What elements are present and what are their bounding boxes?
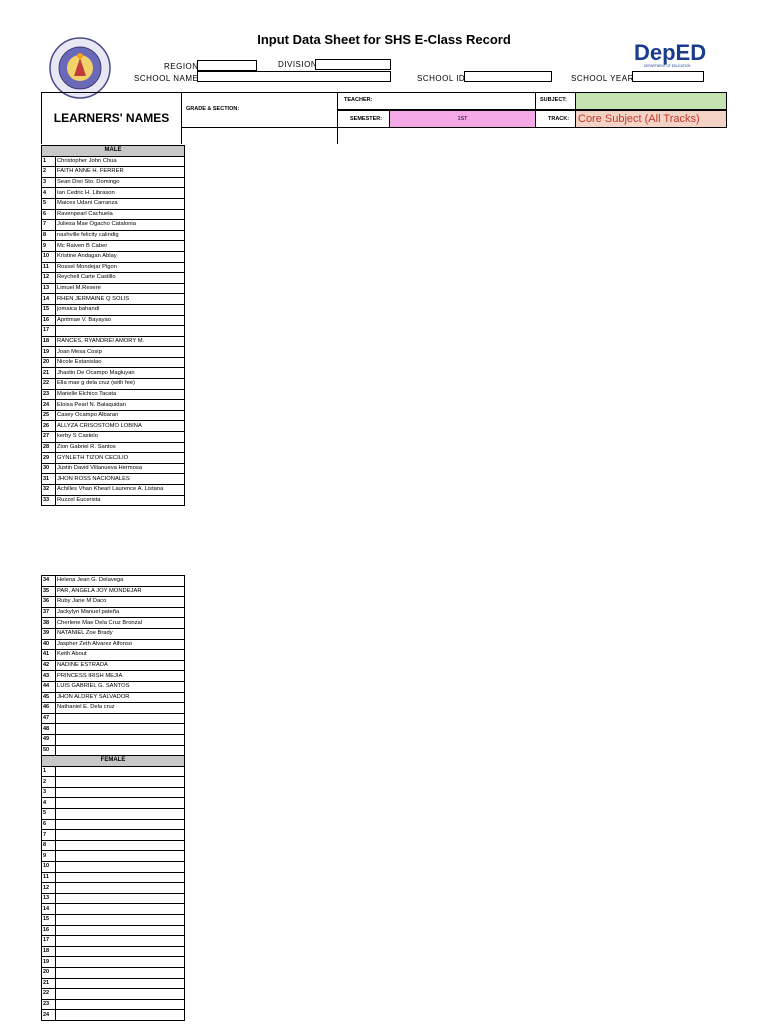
table-row xyxy=(42,389,185,400)
learner-name-cell[interactable] xyxy=(56,734,185,745)
table-row xyxy=(42,851,185,862)
table-row xyxy=(42,368,185,379)
table-row xyxy=(42,650,185,661)
learner-name-cell[interactable]: NATANIEL Zoe Brady xyxy=(56,628,185,639)
row-number: 42 xyxy=(42,660,56,671)
table-row xyxy=(42,946,185,957)
row-number: 24 xyxy=(42,400,56,411)
table-row xyxy=(42,357,185,368)
table-row xyxy=(42,315,185,326)
table-row xyxy=(42,893,185,904)
table-row xyxy=(42,830,185,841)
subject-label: SUBJECT: xyxy=(536,92,576,110)
learner-name-cell[interactable]: Jaspher Zeth Alvarez Alfonso xyxy=(56,639,185,650)
table-row xyxy=(42,453,185,464)
table-row xyxy=(42,586,185,597)
learner-name-cell[interactable]: GYNLETH TIZON CECILIO xyxy=(56,453,185,464)
table-row xyxy=(42,628,185,639)
table-row xyxy=(42,862,185,873)
learner-name-cell[interactable] xyxy=(56,883,185,894)
row-number: 22 xyxy=(42,989,56,1000)
table-row xyxy=(42,660,185,671)
table-row xyxy=(42,220,185,231)
semester-label: SEMESTER: xyxy=(338,110,390,128)
row-number: 16 xyxy=(42,925,56,936)
table-row xyxy=(42,474,185,485)
learner-name-cell[interactable] xyxy=(56,745,185,756)
school-name-label: SCHOOL NAME xyxy=(134,74,199,83)
learner-name-cell[interactable]: Eloisa Pearl N. Balaquidan xyxy=(56,400,185,411)
row-number: 20 xyxy=(42,967,56,978)
learner-name-cell[interactable] xyxy=(56,787,185,798)
table-row xyxy=(42,262,185,273)
table-row xyxy=(42,671,185,682)
row-number: 15 xyxy=(42,304,56,315)
table-row xyxy=(42,347,185,358)
table-row xyxy=(42,809,185,820)
table-row xyxy=(42,251,185,262)
row-number: 18 xyxy=(42,946,56,957)
row-number: 30 xyxy=(42,463,56,474)
learner-name-cell[interactable] xyxy=(56,851,185,862)
learner-name-cell[interactable]: Joan Mesa Cosip xyxy=(56,347,185,358)
table-row xyxy=(42,336,185,347)
row-number: 9 xyxy=(42,241,56,252)
table-row xyxy=(42,607,185,618)
table-row xyxy=(42,904,185,915)
learner-name-cell[interactable]: RANCES, RYANDREI AMORY M. xyxy=(56,336,185,347)
row-number: 14 xyxy=(42,904,56,915)
row-number: 2 xyxy=(42,167,56,178)
row-number: 6 xyxy=(42,209,56,220)
semester-value[interactable]: 1ST xyxy=(390,110,536,128)
table-row xyxy=(42,787,185,798)
row-number: 5 xyxy=(42,809,56,820)
row-number: 37 xyxy=(42,607,56,618)
learner-name-cell[interactable] xyxy=(56,999,185,1010)
row-number: 33 xyxy=(42,495,56,506)
track-value[interactable]: Core Subject (All Tracks) xyxy=(576,110,727,128)
learner-name-cell[interactable]: ALLYZA CRISOSTOMO LOBINA xyxy=(56,421,185,432)
row-number: 8 xyxy=(42,840,56,851)
table-row xyxy=(42,167,185,178)
track-label: TRACK: xyxy=(536,110,576,128)
school-id-label: SCHOOL ID xyxy=(417,74,466,83)
row-number: 14 xyxy=(42,294,56,305)
teacher-cell[interactable] xyxy=(338,92,536,110)
learner-name-cell[interactable]: RHEN JERMAINE Q SOLIS xyxy=(56,294,185,305)
table-row xyxy=(42,177,185,188)
table-row xyxy=(42,872,185,883)
table-row xyxy=(42,597,185,608)
learner-name-cell[interactable] xyxy=(56,766,185,777)
learner-name-cell[interactable]: jomaica bahandi xyxy=(56,304,185,315)
table-row xyxy=(42,766,185,777)
row-number: 9 xyxy=(42,851,56,862)
learner-name-cell[interactable]: Ruzzel Eucerista xyxy=(56,495,185,506)
row-number: 39 xyxy=(42,628,56,639)
learner-name-cell[interactable] xyxy=(56,989,185,1000)
deped-logo xyxy=(634,40,726,68)
learner-name-cell[interactable]: Limuel M.Resere xyxy=(56,283,185,294)
learner-name-cell[interactable] xyxy=(56,967,185,978)
row-number: 1 xyxy=(42,766,56,777)
row-number: 20 xyxy=(42,357,56,368)
table-row xyxy=(42,241,185,252)
learner-name-cell[interactable]: Nathaniel E. Dela cruz xyxy=(56,703,185,714)
learners-names-heading: LEARNERS' NAMES xyxy=(41,92,182,144)
region-field[interactable] xyxy=(197,60,257,71)
learner-name-cell[interactable]: Jhastin De Ocampo Magluyan xyxy=(56,368,185,379)
learner-name-cell[interactable]: Sean Drei Sto. Domingo xyxy=(56,177,185,188)
learner-name-cell[interactable]: Christopher John Chua xyxy=(56,156,185,167)
learner-name-cell[interactable]: PAR, ANGELA JOY MONDEJAR xyxy=(56,586,185,597)
learner-name-cell[interactable]: Ian Cedric H. Librason xyxy=(56,188,185,199)
row-number: 48 xyxy=(42,724,56,735)
learner-name-cell[interactable] xyxy=(56,904,185,915)
male-learners-table xyxy=(41,145,185,506)
table-row xyxy=(42,989,185,1000)
learner-name-cell[interactable]: Nicole Estanislao xyxy=(56,357,185,368)
table-row xyxy=(42,883,185,894)
learner-name-cell[interactable] xyxy=(56,819,185,830)
table-row xyxy=(42,432,185,443)
table-row xyxy=(42,745,185,756)
row-number: 22 xyxy=(42,379,56,390)
row-number: 13 xyxy=(42,283,56,294)
row-number: 7 xyxy=(42,830,56,841)
grade-section-field[interactable] xyxy=(182,128,338,144)
learner-name-cell[interactable]: Juliesa Mae Ogacho Catalonia xyxy=(56,220,185,231)
learner-name-cell[interactable] xyxy=(56,957,185,968)
grade-section-label: GRADE & SECTION: xyxy=(182,92,338,128)
learner-name-cell[interactable]: PRINCESS IRISH MEJIA xyxy=(56,671,185,682)
learner-name-cell[interactable]: JHON ALDREY SALVADOR xyxy=(56,692,185,703)
deped-logo-subtitle: DEPARTMENT OF EDUCATION xyxy=(644,64,691,68)
learner-name-cell[interactable]: Cherlene Mae Dela Cruz Bronzal xyxy=(56,618,185,629)
table-row xyxy=(42,156,185,167)
learner-name-cell[interactable] xyxy=(56,946,185,957)
deped-logo-text: DepED xyxy=(634,40,707,65)
learner-name-cell[interactable]: Marielle Elchico Tacata xyxy=(56,389,185,400)
region-label: REGION xyxy=(164,62,199,71)
row-number: 11 xyxy=(42,872,56,883)
row-number: 43 xyxy=(42,671,56,682)
learner-name-cell[interactable]: JHON ROSS NACIONALES xyxy=(56,474,185,485)
table-row xyxy=(42,936,185,947)
learner-name-cell[interactable] xyxy=(56,798,185,809)
table-row xyxy=(42,442,185,453)
row-number: 29 xyxy=(42,453,56,464)
school-year-label: SCHOOL YEAR xyxy=(571,74,634,83)
section-header-row xyxy=(42,146,185,157)
division-field[interactable] xyxy=(315,59,391,70)
learner-name-cell[interactable] xyxy=(56,840,185,851)
school-id-field[interactable] xyxy=(464,71,552,82)
row-number: 18 xyxy=(42,336,56,347)
table-row xyxy=(42,576,185,587)
row-number: 38 xyxy=(42,618,56,629)
learner-name-cell[interactable]: Mc Raiven B Caber xyxy=(56,241,185,252)
row-number: 50 xyxy=(42,745,56,756)
learner-name-cell[interactable] xyxy=(56,326,185,337)
row-number: 46 xyxy=(42,703,56,714)
row-number: 23 xyxy=(42,999,56,1010)
learner-name-cell[interactable]: Apritmae V. Bayayao xyxy=(56,315,185,326)
table-row xyxy=(42,798,185,809)
learner-name-cell[interactable] xyxy=(56,893,185,904)
row-number: 7 xyxy=(42,220,56,231)
learner-name-cell[interactable]: FAITH ANNE H. FERRER xyxy=(56,167,185,178)
learner-name-cell[interactable] xyxy=(56,1010,185,1021)
row-number: 23 xyxy=(42,389,56,400)
row-number: 1 xyxy=(42,156,56,167)
table-row xyxy=(42,713,185,724)
table-row xyxy=(42,421,185,432)
row-number: 32 xyxy=(42,485,56,496)
learner-name-cell[interactable] xyxy=(56,862,185,873)
table-row xyxy=(42,967,185,978)
row-number: 49 xyxy=(42,734,56,745)
table-row xyxy=(42,734,185,745)
row-number: 6 xyxy=(42,819,56,830)
row-number: 5 xyxy=(42,198,56,209)
learner-name-cell[interactable]: Ravenpearl Cachuela xyxy=(56,209,185,220)
table-row xyxy=(42,283,185,294)
learner-name-cell[interactable]: NADINE ESTRADA xyxy=(56,660,185,671)
row-number: 40 xyxy=(42,639,56,650)
learner-name-cell[interactable]: Achilles Vhan Khearl Laurence A. Listana xyxy=(56,485,185,496)
row-number: 19 xyxy=(42,957,56,968)
learner-name-cell[interactable]: Ruby Jane M Daco xyxy=(56,597,185,608)
row-number: 2 xyxy=(42,777,56,788)
table-row xyxy=(42,681,185,692)
table-row xyxy=(42,463,185,474)
table-row xyxy=(42,724,185,735)
table-row xyxy=(42,485,185,496)
row-number: 3 xyxy=(42,177,56,188)
table-row xyxy=(42,188,185,199)
row-number: 10 xyxy=(42,862,56,873)
deped-seal-icon xyxy=(48,36,112,100)
learner-name-cell[interactable]: Keith About xyxy=(56,650,185,661)
row-number: 26 xyxy=(42,421,56,432)
row-number: 12 xyxy=(42,883,56,894)
row-number: 41 xyxy=(42,650,56,661)
row-number: 13 xyxy=(42,893,56,904)
table-row xyxy=(42,819,185,830)
table-row xyxy=(42,840,185,851)
learner-name-cell[interactable]: Helena Jean G. Delavega xyxy=(56,576,185,587)
row-number: 4 xyxy=(42,798,56,809)
school-year-field[interactable] xyxy=(632,71,704,82)
row-number: 21 xyxy=(42,368,56,379)
row-number: 4 xyxy=(42,188,56,199)
table-row xyxy=(42,999,185,1010)
row-number: 27 xyxy=(42,432,56,443)
row-number: 34 xyxy=(42,576,56,587)
learner-name-cell[interactable] xyxy=(56,925,185,936)
table-row xyxy=(42,1010,185,1021)
table-row xyxy=(42,978,185,989)
teacher-label: TEACHER: xyxy=(344,97,373,103)
learner-name-cell[interactable]: Maices Udani Carranza xyxy=(56,198,185,209)
row-number: 28 xyxy=(42,442,56,453)
table-row xyxy=(42,400,185,411)
table-row xyxy=(42,294,185,305)
section-header: MALE xyxy=(42,146,185,157)
row-number: 44 xyxy=(42,681,56,692)
subject-field[interactable] xyxy=(576,92,727,110)
learner-name-cell[interactable]: Rossel Mondejar Pigon xyxy=(56,262,185,273)
row-number: 24 xyxy=(42,1010,56,1021)
row-number: 16 xyxy=(42,315,56,326)
table-row xyxy=(42,326,185,337)
learner-name-cell[interactable]: LUIS GABRIEL G. SANTOS xyxy=(56,681,185,692)
learner-name-cell[interactable]: kerby S Castelo xyxy=(56,432,185,443)
table-row xyxy=(42,304,185,315)
section-header: FEMALE xyxy=(42,756,185,767)
row-number: 17 xyxy=(42,936,56,947)
row-number: 11 xyxy=(42,262,56,273)
table-row xyxy=(42,379,185,390)
table-row xyxy=(42,703,185,714)
row-number: 17 xyxy=(42,326,56,337)
learner-name-cell[interactable]: Kristine Andagan Ablay xyxy=(56,251,185,262)
row-number: 21 xyxy=(42,978,56,989)
table-row xyxy=(42,692,185,703)
row-number: 35 xyxy=(42,586,56,597)
table-row xyxy=(42,777,185,788)
learner-name-cell[interactable]: Zion Gabriel R. Santos xyxy=(56,442,185,453)
page-title: Input Data Sheet for SHS E-Class Record xyxy=(257,32,511,47)
table-row xyxy=(42,273,185,284)
table-row xyxy=(42,209,185,220)
learner-name-cell[interactable] xyxy=(56,713,185,724)
learner-name-cell[interactable] xyxy=(56,872,185,883)
row-number: 12 xyxy=(42,273,56,284)
table-row xyxy=(42,915,185,926)
section-header-row xyxy=(42,756,185,767)
row-number: 45 xyxy=(42,692,56,703)
row-number: 3 xyxy=(42,787,56,798)
learner-name-cell[interactable]: Ella mae g dela cruz (with fee) xyxy=(56,379,185,390)
row-number: 8 xyxy=(42,230,56,241)
learner-name-cell[interactable]: Casey Ocampo Albaran xyxy=(56,410,185,421)
table-row xyxy=(42,198,185,209)
row-number: 25 xyxy=(42,410,56,421)
row-number: 15 xyxy=(42,915,56,926)
table-row xyxy=(42,495,185,506)
school-name-field[interactable] xyxy=(197,71,391,82)
table-row xyxy=(42,410,185,421)
row-number: 36 xyxy=(42,597,56,608)
row-number: 19 xyxy=(42,347,56,358)
learner-name-cell[interactable] xyxy=(56,830,185,841)
learner-name-cell[interactable]: nashville felicity calindig xyxy=(56,230,185,241)
table-row xyxy=(42,618,185,629)
learner-name-cell[interactable]: Justin David Villanueva Hermosa xyxy=(56,463,185,474)
learner-name-cell[interactable] xyxy=(56,915,185,926)
learner-name-cell[interactable] xyxy=(56,978,185,989)
learner-name-cell[interactable] xyxy=(56,724,185,735)
row-number: 31 xyxy=(42,474,56,485)
male-female-learners-table xyxy=(41,575,185,1021)
learner-name-cell[interactable] xyxy=(56,777,185,788)
table-row xyxy=(42,230,185,241)
row-number: 47 xyxy=(42,713,56,724)
division-label: DIVISION xyxy=(278,60,318,69)
learner-name-cell[interactable] xyxy=(56,936,185,947)
row-number: 10 xyxy=(42,251,56,262)
learner-name-cell[interactable]: Jackylyn Manuel pateña xyxy=(56,607,185,618)
table-row xyxy=(42,925,185,936)
table-row xyxy=(42,957,185,968)
learner-name-cell[interactable]: Reychell Carte Castillo xyxy=(56,273,185,284)
learner-name-cell[interactable] xyxy=(56,809,185,820)
table-row xyxy=(42,639,185,650)
